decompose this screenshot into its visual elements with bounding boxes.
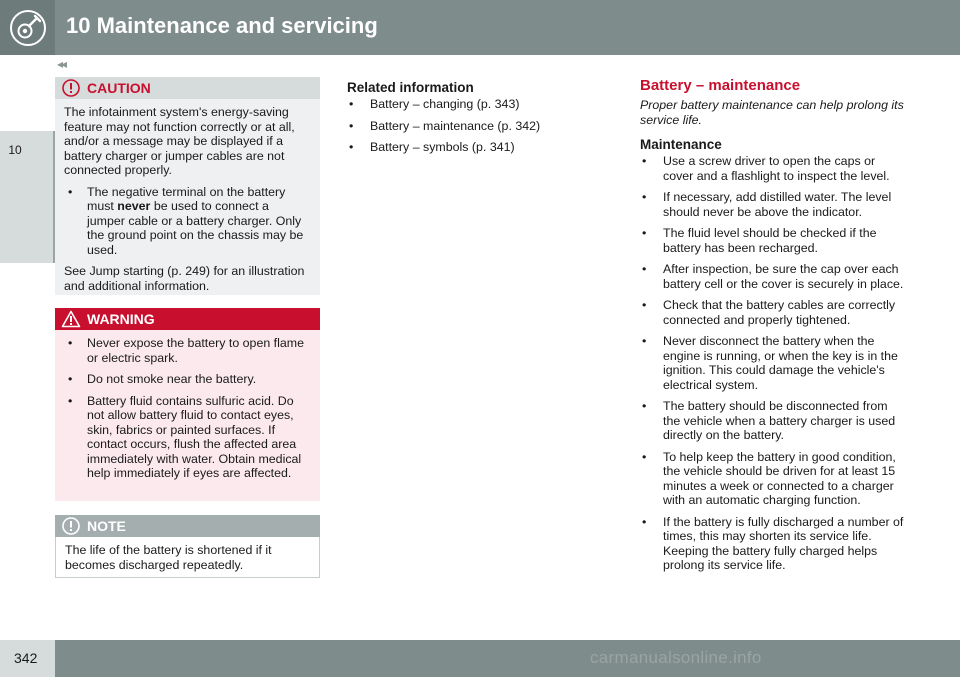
list-item: • To help keep the battery in good condition, the vehicle should be driven for at least 15 minutes a week or connected to a charger with an automatic charging function.	[642, 449, 896, 507]
list-item: • The battery should be disconnected from the vehicle when a battery charger is used directly on the battery.	[642, 399, 896, 442]
battery-maintenance-section	[640, 77, 908, 580]
page-number: 342	[14, 650, 38, 666]
caution-label: CAUTION	[87, 80, 151, 96]
note-box	[55, 515, 320, 578]
caution-intro: The infotainment system's energy-saving feature may not function correctly or at all, and/or a message may be displayed if a battery charger or jumper cables are not connected properly.	[64, 105, 295, 177]
list-item: • Never disconnect the battery when the engine is running, or when the key is in the ignition. This could damage the vehicle's electrical system.	[642, 334, 898, 392]
warning-item: • Do not smoke near the battery.	[68, 372, 257, 386]
related-link[interactable]: • Battery – changing (p. 343)	[349, 97, 520, 111]
warning-label: WARNING	[87, 311, 155, 327]
warning-item: • Battery fluid contains sulfuric acid. Do not allow battery fluid to contact eyes, skin, fabrics or painted surfaces. If contact occurs, flush the affected area immediately with water. Obtain medical help immediately if eyes are affected.	[68, 393, 302, 480]
related-link-text[interactable]: Battery – maintenance (p. 342)	[370, 118, 541, 133]
note-text: The life of the battery is shortened if it becomes discharged repeatedly.	[65, 543, 272, 572]
related-information	[347, 80, 597, 162]
service-tools-icon	[9, 9, 47, 47]
info-circle-icon	[55, 515, 87, 537]
caution-header	[55, 77, 320, 99]
page-footer	[0, 640, 960, 677]
list-item: • Use a screw driver to open the caps or cover and a flashlight to inspect the level.	[642, 154, 890, 183]
page-number-box	[0, 640, 55, 677]
watermark: carmanualsonline.info	[590, 648, 762, 667]
caution-box	[55, 77, 320, 295]
related-link[interactable]: • Battery – symbols (p. 341)	[349, 140, 515, 154]
warning-body	[55, 330, 320, 496]
list-item-text: If necessary, add distilled water. The level should never be above the indicator.	[663, 190, 892, 219]
section-intro: Proper battery maintenance can help prolong its service life.	[640, 98, 904, 127]
list-item-text: The battery should be disconnected from the vehicle when a battery charger is used directly on the battery.	[663, 399, 896, 442]
warning-item-text: Do not smoke near the battery.	[87, 372, 257, 386]
note-body	[56, 537, 319, 587]
back-arrows-icon[interactable]: ◂◂	[57, 57, 66, 71]
list-item-text: After inspection, be sure the cap over each battery cell or the cover is securely in place.	[663, 262, 904, 291]
page-header	[0, 0, 960, 55]
related-link[interactable]: • Battery – maintenance (p. 342)	[349, 118, 541, 133]
caution-bullet-bold: never	[117, 199, 151, 213]
list-item-text: Use a screw driver to open the caps or cover and a flashlight to inspect the level.	[663, 154, 890, 183]
list-item-text: If the battery is fully discharged a number of times, this may shorten its service life. Keeping the battery fully charged helps prolong its service life.	[663, 514, 904, 572]
list-item-text: The fluid level should be checked if the battery has been recharged.	[663, 226, 877, 255]
list-item: • If the battery is fully discharged a number of times, this may shorten its service life. Keeping the battery fully charged helps prolong its service life.	[642, 514, 904, 572]
list-item: • After inspection, be sure the cap over each battery cell or the cover is securely in place.	[642, 262, 904, 291]
page-title: 10 Maintenance and servicing	[66, 13, 378, 38]
list-item: • Check that the battery cables are correctly connected and properly tightened.	[642, 298, 896, 327]
caution-bullet: • The negative terminal on the battery must never be used to connect a jumper cable or a battery charger. Only the ground point on the chassis may be used.	[68, 184, 304, 257]
list-item-text: Check that the battery cables are correctly connected and properly tightened.	[663, 298, 896, 327]
warning-item-text: Never expose the battery to open flame or electric spark.	[87, 336, 304, 365]
note-label: NOTE	[87, 518, 126, 534]
note-header	[55, 515, 320, 537]
caution-bullet-after: be used to connect a jumper cable or a battery charger. Only the ground point on the chassis may be used.	[87, 199, 304, 257]
warning-item-text: Battery fluid contains sulfuric acid. Do not allow battery fluid to contact eyes, skin, fabrics or painted surfaces. If contact occurs, flush the affected area immediately with water. Obtain medical help immediately if eyes are affected.	[87, 393, 302, 480]
list-item: • The fluid level should be checked if the battery has been recharged.	[642, 226, 877, 255]
related-link-text[interactable]: Battery – symbols (p. 341)	[370, 140, 515, 154]
caution-footer[interactable]: See Jump starting (p. 249) for an illustration and additional information.	[64, 264, 305, 293]
list-item: • If necessary, add distilled water. The level should never be above the indicator.	[642, 190, 892, 219]
section-title: Battery – maintenance	[640, 77, 801, 94]
related-heading: Related information	[347, 80, 474, 95]
chapter-number: 10	[8, 143, 22, 157]
caution-bullet-before: The negative terminal on the battery must	[87, 184, 286, 213]
list-item-text: Never disconnect the battery when the engine is running, or when the key is in the ignition. This could damage the vehicle's electrical system.	[663, 334, 898, 392]
warning-header	[55, 308, 320, 330]
warning-box	[55, 308, 320, 501]
caution-body	[55, 99, 320, 308]
warning-triangle-icon	[55, 308, 87, 330]
maintenance-heading: Maintenance	[640, 137, 722, 152]
chapter-icon-box	[0, 0, 55, 55]
warning-item: • Never expose the battery to open flame or electric spark.	[68, 336, 304, 365]
related-link-text[interactable]: Battery – changing (p. 343)	[370, 97, 520, 111]
list-item-text: To help keep the battery in good condition, the vehicle should be driven for at least 15 minutes a week or connected to a charger with an automatic charging function.	[663, 449, 896, 507]
exclamation-circle-icon	[55, 77, 87, 99]
